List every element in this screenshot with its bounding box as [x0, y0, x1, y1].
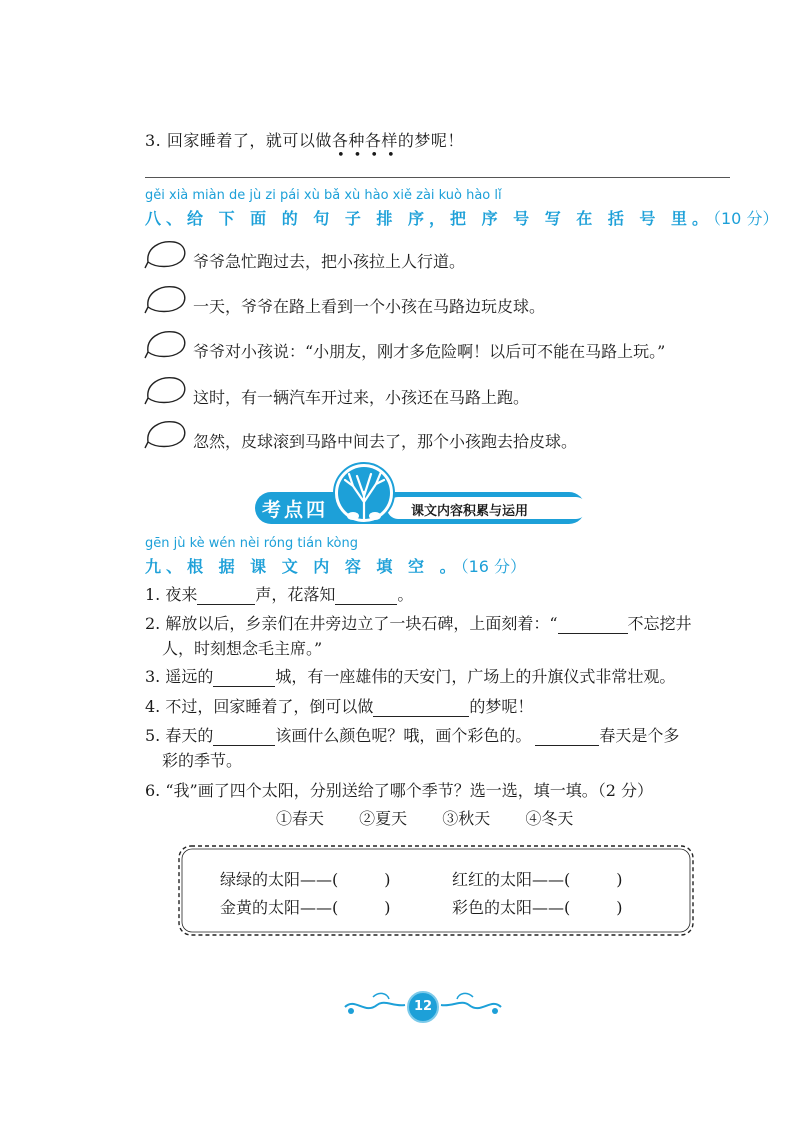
- pair-red-sun: [452, 867, 623, 890]
- pair-red-label: 红红的太阳——(: [452, 870, 571, 889]
- q5-text-d: 彩的季节。: [162, 751, 243, 770]
- section8-points: （10 分）: [713, 209, 779, 228]
- q5-text-b: 该画什么颜色呢？哦，画个彩色的。: [275, 726, 532, 745]
- option-summer: ②夏天: [359, 809, 408, 828]
- divider-line: [145, 177, 730, 178]
- fill-q5: [145, 723, 679, 746]
- pair-colorful-label: 彩色的太阳——(: [452, 898, 571, 917]
- pair-green-sun: [220, 867, 391, 890]
- section9-pinyin: gēn jù kè wén nèi róng tián kòng: [145, 536, 358, 551]
- option-winter: ④冬天: [525, 809, 574, 828]
- q2-text-c: 人，时刻想念毛主席。”: [162, 639, 323, 658]
- option-autumn: ③秋天: [442, 809, 491, 828]
- q5-text-c: 春天是个多: [599, 726, 680, 745]
- q4-text-a: 4. 不过，回家睡着了，倒可以做: [145, 697, 374, 716]
- pair-red-close: ): [616, 870, 623, 889]
- pair-golden-sun: [220, 895, 391, 918]
- q1-text-c: 。: [397, 585, 414, 604]
- fill-q1: [145, 582, 413, 605]
- q5-blank-2[interactable]: [535, 729, 599, 746]
- fill-q3: [145, 664, 675, 687]
- q4-blank-1[interactable]: [373, 700, 469, 717]
- wavy-border: [175, 842, 697, 939]
- answer-leaf-5[interactable]: [144, 418, 192, 450]
- answer-leaf-3[interactable]: [144, 328, 192, 360]
- page-footer: [343, 985, 503, 1025]
- q2-text-b: 不忘挖井: [627, 614, 692, 633]
- section8-pinyin: gěi xià miàn de jù zi pái xù bǎ xù hào xiě zài kuò hào lǐ: [145, 188, 502, 203]
- sentence-2: 一天，爷爷在路上看到一个小孩在马路边玩皮球。: [193, 297, 546, 316]
- q3-text-b: 城，有一座雄伟的天安门，广场上的升旗仪式非常壮观。: [275, 667, 676, 686]
- answer-leaf-4[interactable]: [144, 374, 192, 406]
- sentence-3: 爷爷对小孩说：“小朋友，刚才多危险啊！以后可不能在马路上玩。”: [193, 342, 666, 361]
- sentence-5: 忽然，皮球滚到马路中间去了，那个小孩跑去拾皮球。: [193, 432, 578, 451]
- pair-golden-label: 金黄的太阳——(: [220, 898, 339, 917]
- pair-colorful-sun: [452, 895, 623, 918]
- sentence-4: 这时，有一辆汽车开过来，小孩还在马路上跑。: [193, 388, 530, 407]
- answer-leaf-1[interactable]: [144, 238, 192, 270]
- answer-leaf-2[interactable]: [144, 283, 192, 315]
- tree-icon: [333, 462, 395, 528]
- pair-colorful-close: ): [616, 898, 623, 917]
- pair-green-label: 绿绿的太阳——(: [220, 870, 339, 889]
- banner-subtitle: 课文内容积累与运用: [411, 504, 529, 519]
- q3-text-a: 3. 遥远的: [145, 667, 214, 686]
- section9-points: （16 分）: [460, 557, 527, 576]
- q1-text-b: 声，花落知: [255, 585, 336, 604]
- q3-blank-1[interactable]: [213, 670, 275, 687]
- emphasis-dots: ••••: [337, 148, 404, 163]
- sentence-1: 爷爷急忙跑过去，把小孩拉上人行道。: [193, 252, 466, 271]
- q2-text-a: 2. 解放以后，乡亲们在井旁边立了一块石碑，上面刻着：“: [145, 614, 558, 633]
- page-number: 12: [407, 991, 439, 1023]
- pair-golden-close: ): [384, 898, 391, 917]
- section9-title: [145, 554, 526, 577]
- section9-title-text: 九、根 据 课 文 内 容 填 空 。: [145, 557, 461, 576]
- answer-box: [175, 842, 697, 939]
- q1-blank-2[interactable]: [335, 588, 397, 605]
- fill-q4: [145, 694, 533, 717]
- section8-title-text: 八、给 下 面 的 句 子 排 序，把 序 号 写 在 括 号 里。: [145, 209, 713, 228]
- q1-text-a: 1. 夜来: [145, 585, 198, 604]
- question-3-prev: 3. 回家睡着了，就可以做各种各样的梦呢！: [145, 131, 464, 150]
- q5-text-a: 5. 春天的: [145, 726, 214, 745]
- pair-green-close: ): [384, 870, 391, 889]
- season-options: [276, 806, 603, 829]
- section8-title: [145, 206, 778, 229]
- fill-q6: 6. “我”画了四个太阳，分别送给了哪个季节？选一选，填一填。（2 分）: [145, 781, 653, 800]
- q5-blank-1[interactable]: [213, 729, 275, 746]
- option-spring: ①春天: [276, 809, 325, 828]
- q2-blank-1[interactable]: [558, 617, 628, 634]
- section-banner: [255, 462, 595, 534]
- q1-blank-1[interactable]: [197, 588, 255, 605]
- q4-text-b: 的梦呢！: [469, 697, 534, 716]
- banner-label: 考点四: [261, 499, 328, 521]
- fill-q2: [145, 611, 692, 634]
